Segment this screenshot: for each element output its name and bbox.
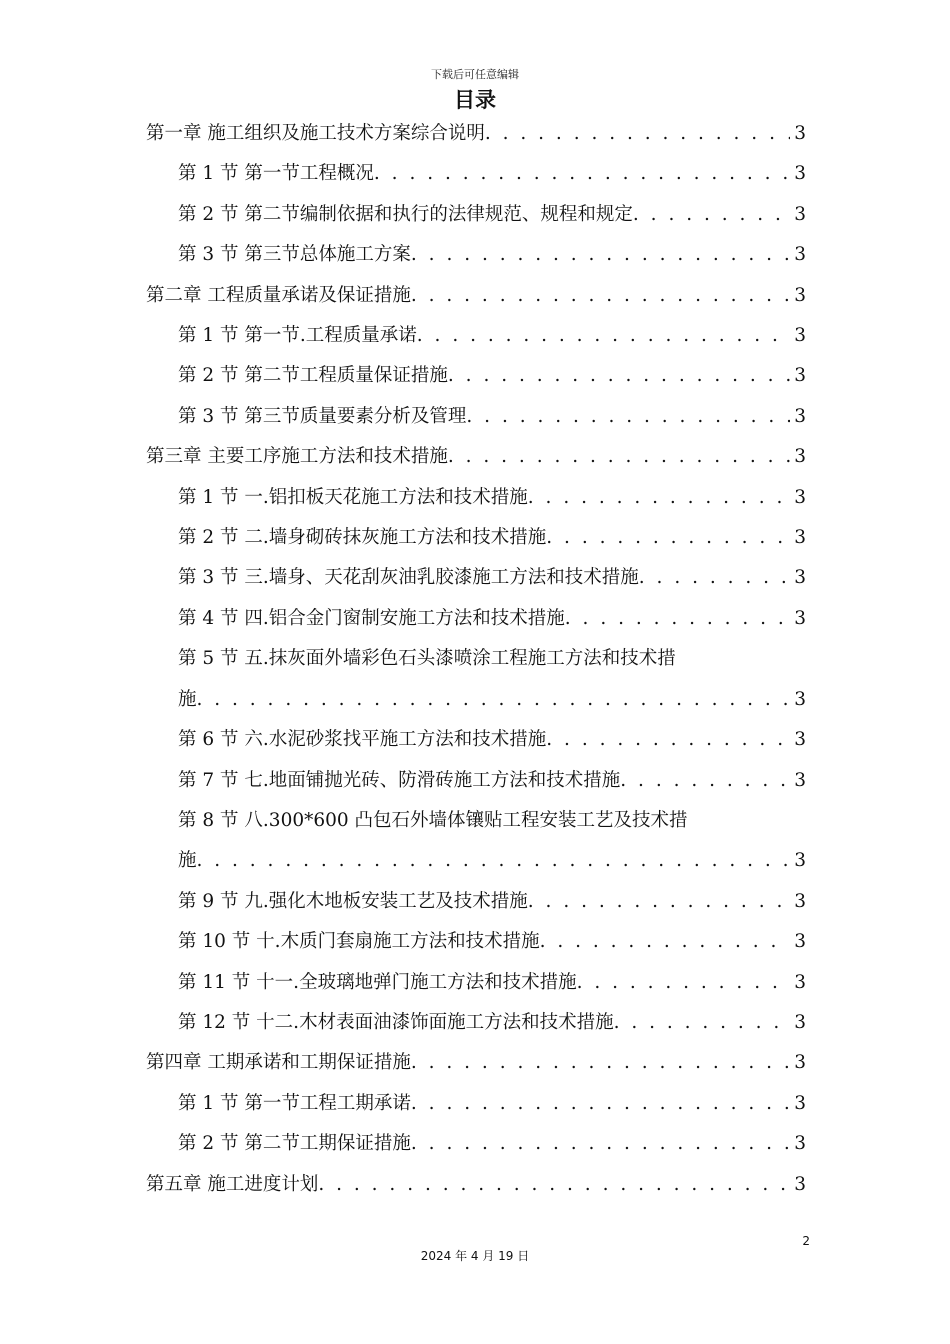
toc-section-entry[interactable] — [146, 801, 806, 882]
toc-dot-leader — [614, 1003, 791, 1043]
toc-entry-text: 第 12 节 十二.木材表面油漆饰面施工方法和技术措施 — [178, 1011, 614, 1033]
toc-entry-text: 施 — [178, 850, 197, 872]
toc-entry-text: 第 2 节 第二节工程质量保证措施 — [178, 365, 448, 387]
toc-section-entry[interactable] — [146, 235, 806, 275]
toc-dot-leader — [318, 1165, 790, 1205]
toc-page-number: 3 — [794, 405, 806, 427]
toc-page-number: 3 — [794, 567, 806, 589]
toc-dot-leader — [417, 316, 790, 356]
toc-entry-text: 第一章 施工组织及施工技术方案综合说明 — [146, 123, 485, 144]
toc-entry-text: 第二章 工程质量承诺及保证措施 — [146, 284, 411, 306]
toc-dot-leader — [577, 963, 791, 1003]
toc-section-entry[interactable] — [146, 720, 806, 760]
toc-page-number: 3 — [794, 1011, 806, 1033]
toc-entry-text: 第五章 施工进度计划 — [146, 1173, 319, 1195]
toc-entry-text: 第 1 节 第一节工程概况 — [178, 163, 374, 185]
toc-entry-text: 第 9 节 九.强化木地板安装工艺及技术措施 — [178, 890, 528, 912]
toc-section-entry[interactable] — [146, 154, 806, 194]
header-note: 下载后可任意编辑 — [431, 68, 519, 81]
footer-date: 2024 年 4 月 19 日 — [420, 1249, 530, 1263]
toc-entry-text: 第 6 节 六.水泥砂浆找平施工方法和技术措施 — [178, 729, 547, 751]
table-of-contents — [146, 114, 806, 1205]
toc-entry-text: 第 1 节 一.铝扣板天花施工方法和技术措施 — [178, 486, 528, 508]
toc-entry-text: 第 1 节 第一节.工程质量承诺 — [178, 325, 417, 347]
toc-page-number: 3 — [794, 486, 806, 508]
toc-dot-leader — [485, 114, 790, 154]
toc-dot-leader — [633, 195, 790, 235]
toc-section-entry[interactable] — [146, 1003, 806, 1043]
toc-chapter-entry[interactable] — [146, 114, 806, 154]
toc-dot-leader — [411, 235, 790, 275]
toc-entry-text: 第 2 节 二.墙身砌砖抹灰施工方法和技术措施 — [178, 527, 547, 549]
toc-dot-leader — [565, 599, 790, 639]
toc-page-number: 3 — [794, 1052, 806, 1074]
toc-dot-leader — [546, 720, 790, 760]
toc-dot-leader — [540, 922, 791, 962]
toc-page-number: 3 — [794, 729, 806, 751]
toc-page-number: 3 — [794, 244, 806, 266]
toc-page-number: 3 — [794, 688, 806, 710]
toc-section-entry[interactable] — [146, 356, 806, 396]
toc-section-entry[interactable] — [146, 963, 806, 1003]
toc-entry-text: 第 3 节 第三节质量要素分析及管理 — [178, 405, 467, 427]
toc-page-number: 3 — [794, 365, 806, 387]
toc-dot-leader — [448, 356, 790, 396]
toc-section-entry[interactable] — [146, 195, 806, 235]
toc-section-entry[interactable] — [146, 518, 806, 558]
toc-entry-text: 第 4 节 四.铝合金门窗制安施工方法和技术措施 — [178, 607, 565, 629]
toc-page-number: 3 — [794, 527, 806, 549]
toc-dot-leader — [411, 276, 790, 316]
toc-section-entry[interactable] — [146, 639, 806, 720]
toc-dot-leader — [528, 478, 790, 518]
toc-dot-leader — [197, 680, 791, 720]
toc-entry-text: 第 10 节 十.木质门套扇施工方法和技术措施 — [178, 931, 540, 953]
toc-section-entry[interactable] — [146, 599, 806, 639]
toc-entry-text: 施 — [178, 688, 197, 710]
toc-page-number: 3 — [794, 1092, 806, 1114]
toc-dot-leader — [197, 841, 791, 881]
toc-page-number: 3 — [794, 203, 806, 225]
toc-page-number: 3 — [794, 123, 806, 144]
toc-dot-leader — [374, 154, 790, 194]
toc-page-number: 3 — [794, 931, 806, 953]
toc-entry-text: 第 11 节 十一.全玻璃地弹门施工方法和技术措施 — [178, 971, 577, 993]
toc-chapter-entry[interactable] — [146, 437, 806, 477]
toc-page-number: 3 — [794, 1173, 806, 1195]
toc-page-number: 3 — [794, 446, 806, 468]
toc-section-entry[interactable] — [146, 1124, 806, 1164]
toc-section-entry[interactable] — [146, 882, 806, 922]
toc-dot-leader — [639, 558, 790, 598]
toc-entry-text: 第 1 节 第一节工程工期承诺 — [178, 1092, 411, 1114]
toc-section-entry[interactable] — [146, 1084, 806, 1124]
toc-entry-text: 第 5 节 五.抹灰面外墙彩色石头漆喷涂工程施工方法和技术措 — [178, 648, 676, 670]
toc-dot-leader — [411, 1124, 790, 1164]
toc-chapter-entry[interactable] — [146, 1165, 806, 1205]
toc-page-number: 3 — [794, 769, 806, 791]
toc-section-entry[interactable] — [146, 316, 806, 356]
toc-entry-text: 第 8 节 八.300*600 凸包石外墙体镶贴工程安装工艺及技术措 — [178, 809, 688, 831]
toc-section-entry[interactable] — [146, 761, 806, 801]
toc-page-number: 3 — [794, 163, 806, 185]
toc-dot-leader — [546, 518, 790, 558]
toc-title: 目录 — [454, 88, 496, 112]
toc-chapter-entry[interactable] — [146, 1043, 806, 1083]
toc-page-number: 3 — [794, 850, 806, 872]
toc-entry-text: 第 3 节 第三节总体施工方案 — [178, 244, 411, 266]
toc-entry-text: 第 7 节 七.地面铺抛光砖、防滑砖施工方法和技术措施 — [178, 769, 621, 791]
toc-dot-leader — [411, 1084, 790, 1124]
toc-entry-text: 第 2 节 第二节编制依据和执行的法律规范、规程和规定 — [178, 203, 633, 225]
toc-dot-leader — [448, 437, 790, 477]
toc-entry-text: 第 3 节 三.墙身、天花刮灰油乳胶漆施工方法和技术措施 — [178, 567, 639, 589]
toc-section-entry[interactable] — [146, 478, 806, 518]
toc-page-number: 3 — [794, 284, 806, 306]
page-number: 2 — [802, 1234, 810, 1248]
toc-entry-text: 第三章 主要工序施工方法和技术措施 — [146, 446, 448, 468]
toc-page-number: 3 — [794, 971, 806, 993]
toc-chapter-entry[interactable] — [146, 276, 806, 316]
toc-dot-leader — [466, 397, 790, 437]
toc-page-number: 3 — [794, 1133, 806, 1155]
toc-dot-leader — [528, 882, 790, 922]
toc-dot-leader — [411, 1043, 790, 1083]
toc-page-number: 3 — [794, 890, 806, 912]
toc-dot-leader — [620, 761, 790, 801]
toc-section-entry[interactable] — [146, 397, 806, 437]
toc-page-number: 3 — [794, 607, 806, 629]
toc-page-number: 3 — [794, 325, 806, 347]
toc-entry-text: 第四章 工期承诺和工期保证措施 — [146, 1052, 411, 1074]
toc-entry-text: 第 2 节 第二节工期保证措施 — [178, 1133, 411, 1155]
toc-section-entry[interactable] — [146, 558, 806, 598]
toc-section-entry[interactable] — [146, 922, 806, 962]
